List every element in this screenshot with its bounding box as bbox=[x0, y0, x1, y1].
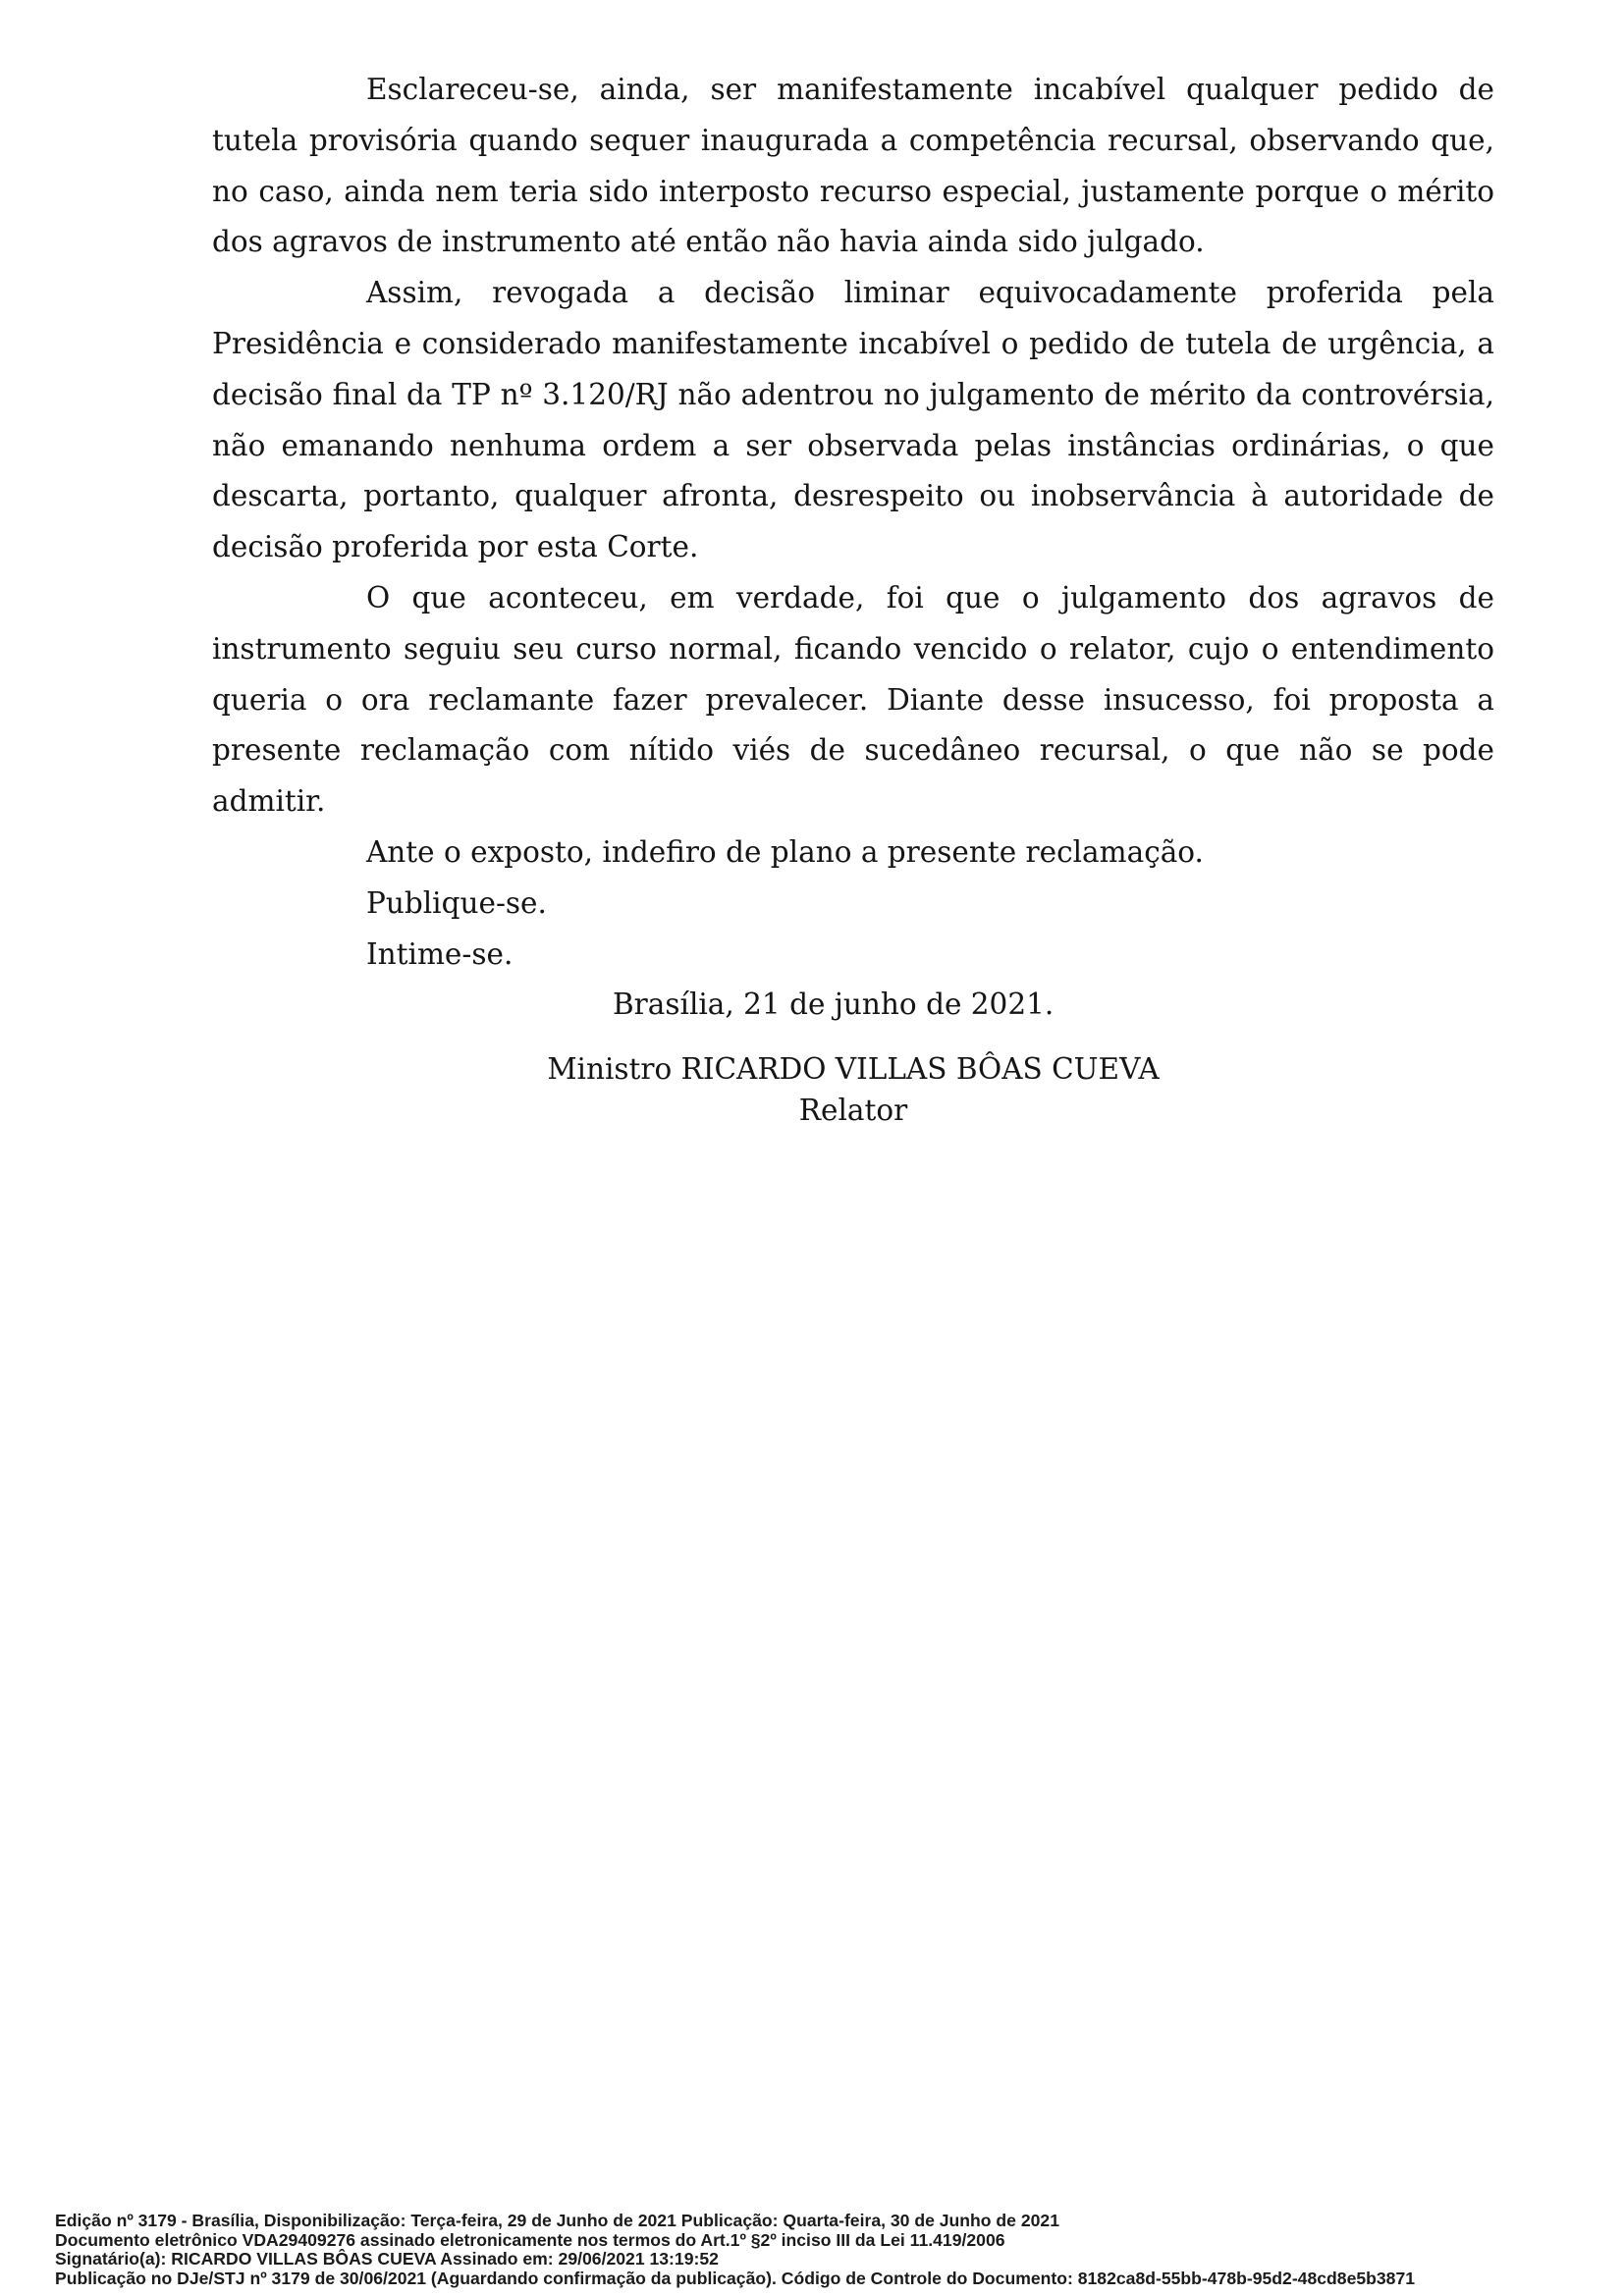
footer-edition-line: Edição nº 3179 - Brasília, Disponibilização: Terça-feira, 29 de Junho de 2021 Publicação: Quarta-feira, 30 de Junho de 2021 bbox=[55, 2211, 1059, 2230]
paragraph-clarification: Esclareceu-se, ainda, ser manifestamente incabível qualquer pedido de tutela provisória quando sequer inaugurada a competência recursal, observando que, no caso, ainda nem teria sido interposto recurso especial, justamente porque o mérito dos agravos de instrumento até então não havia ainda sido julgado. bbox=[212, 73, 1494, 259]
document-body bbox=[212, 65, 1494, 1031]
footer-publication-line: Publicação no DJe/STJ nº 3179 de 30/06/2021 (Aguardando confirmação da publicação). Código de Controle do Documento: 8182ca8d-55bb-478b-95d2-48cd8e5b3871 bbox=[55, 2268, 1416, 2288]
publish-line: Publique-se. bbox=[366, 885, 547, 920]
paragraph-revocation: Assim, revogada a decisão liminar equivocadamente proferida pela Presidência e considerado manifestamente incabível o pedido de tutela de urgência, a decisão final da TP nº 3.120/RJ não adentrou no julgamento de mérito da controvérsia, não emanando nenhuma ordem a ser observada pelas instâncias ordinárias, o que descarta, portanto, qualquer afronta, desrespeito ou inobservância à autoridade de decisão proferida por esta Corte. bbox=[212, 276, 1494, 564]
paragraph-what-happened: O que aconteceu, em verdade, foi que o julgamento dos agravos de instrumento seguiu seu curso normal, ficando vencido o relator, cujo o entendimento queria o ora reclamante fazer prevalecer. Diante desse insucesso, foi proposta a presente reclamação com nítido viés de sucedâneo recursal, o que não se pode admitir. bbox=[212, 580, 1494, 819]
signer-role: Relator bbox=[798, 1094, 908, 1127]
notify-line: Intime-se. bbox=[366, 936, 514, 971]
signer-name: Ministro RICARDO VILLAS BÔAS CUEVA bbox=[547, 1052, 1160, 1086]
footer-signatory-line: Signatário(a): RICARDO VILLAS BÔAS CUEVA Assinado em: 29/06/2021 13:19:52 bbox=[55, 2249, 719, 2269]
dateline: Brasília, 21 de junho de 2021. bbox=[613, 988, 1055, 1022]
electronic-signature-footer bbox=[55, 2212, 1587, 2288]
footer-document-line: Documento eletrônico VDA29409276 assinado eletronicamente nos termos do Art.1º §2º inciso III da Lei 11.419/2006 bbox=[55, 2229, 1005, 2250]
signature-block bbox=[212, 1048, 1494, 1131]
decision-line: Ante o exposto, indefiro de plano a presente reclamação. bbox=[366, 834, 1204, 869]
